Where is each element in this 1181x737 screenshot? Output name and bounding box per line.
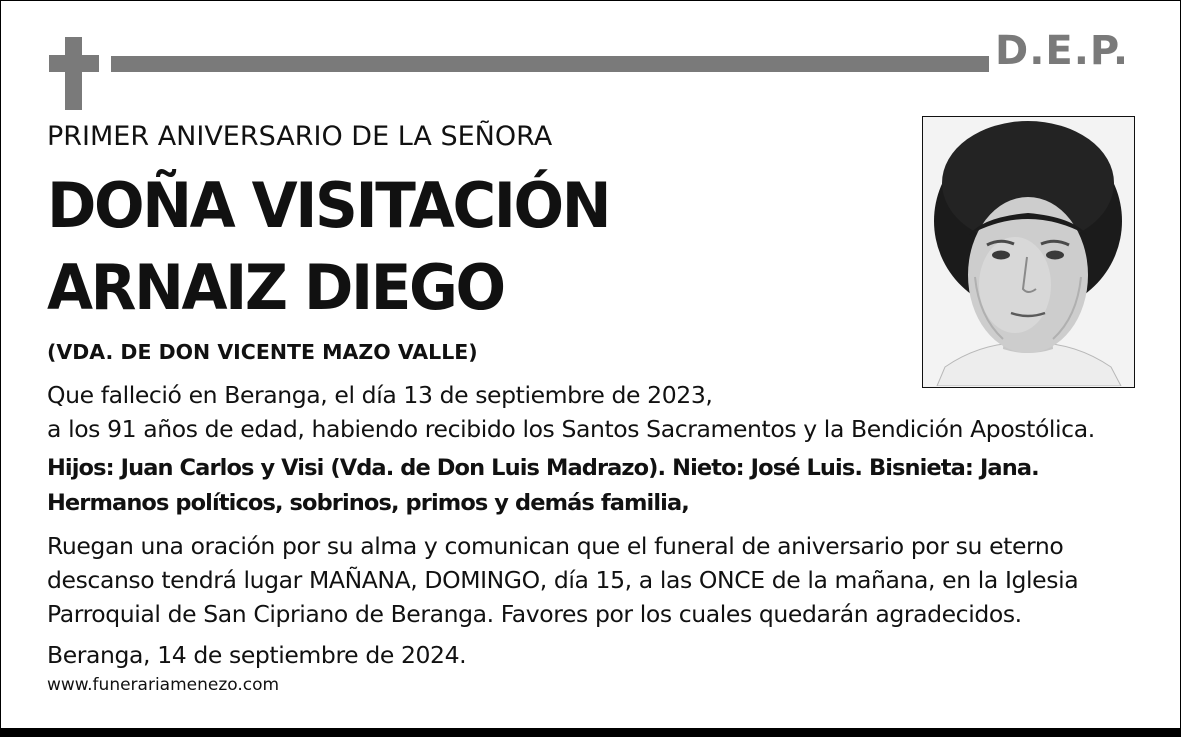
cross-icon <box>65 37 82 110</box>
deceased-name-line1: DOÑA VISITACIÓN <box>47 169 610 242</box>
request-line3: Parroquial de San Cipriano de Beranga. Favores por los cuales quedarán agradecidos. <box>47 600 1022 628</box>
portrait-photo <box>922 116 1135 388</box>
widow-of-line: (VDA. DE DON VICENTE MAZO VALLE) <box>47 340 478 364</box>
death-info-line1: Que falleció en Beranga, el día 13 de septiembre de 2023, <box>47 381 713 409</box>
request-line2: descanso tendrá lugar MAÑANA, DOMINGO, día 15, a las ONCE de la mañana, en la Iglesia <box>47 566 1079 594</box>
family-line2: Hermanos políticos, sobrinos, primos y demás familia, <box>47 490 689 516</box>
request-line1: Ruegan una oración por su alma y comunican que el funeral de aniversario por su eterno <box>47 532 1064 560</box>
notice-intro: PRIMER ANIVERSARIO DE LA SEÑORA <box>47 121 553 152</box>
place-date: Beranga, 14 de septiembre de 2024. <box>47 641 467 669</box>
website-link[interactable]: www.funerariamenezo.com <box>47 675 280 695</box>
death-info-line2: a los 91 años de edad, habiendo recibido los Santos Sacramentos y la Bendición Apostólica. <box>47 415 1095 443</box>
family-line1: Hijos: Juan Carlos y Visi (Vda. de Don Luis Madrazo). Nieto: José Luis. Bisnieta: Jana. <box>47 455 1039 481</box>
cross-icon-bar <box>49 55 99 72</box>
header-rule <box>111 56 989 72</box>
dep-label: D.E.P. <box>995 28 1130 74</box>
deceased-name-line2: ARNAIZ DIEGO <box>47 251 504 324</box>
